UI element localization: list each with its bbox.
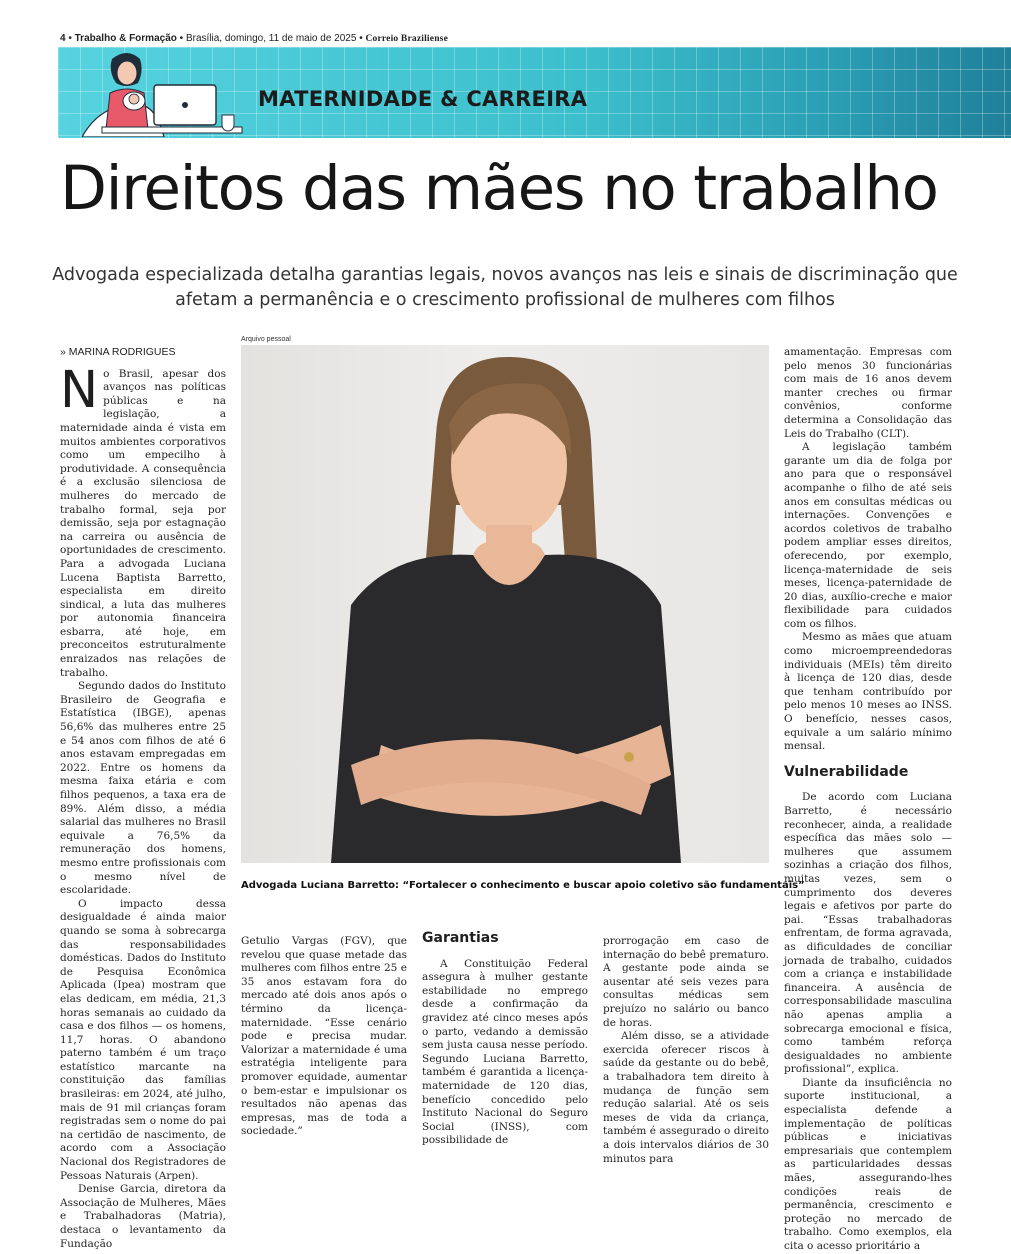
section-banner-title: MATERNIDADE & CARREIRA	[258, 87, 588, 111]
article-deck: Advogada especializada detalha garantias legais, novos avanços nas leis e sinais de discriminação que afetam a permanência e o crescimento profissional de mulheres com filhos	[52, 265, 958, 310]
page-header-line: 4 • Trabalho & Formação • Brasília, domingo, 11 de maio de 2025 • Correio Braziliense	[60, 33, 448, 44]
portrait-image	[241, 345, 769, 863]
subhead-garantias: Garantias	[422, 930, 499, 946]
paragraph: amamentação. Empresas com pelo menos 30 funcionárias com mais de 16 anos devem manter creches ou firmar convênios, conforme determina a Consolidação das Leis do Trabalho (CLT).	[784, 346, 952, 440]
paragraph: Getulio Vargas (FGV), que revelou que quase metade das mulheres com filhos entre 25 e 35 anos estavam fora do mercado até dois anos após o término da licença-maternidade. “Esse cenário pode e precisa mudar. Valorizar a maternidade é uma estratégia inteligente para promover equidade, aumentar o bem-estar e impulsionar os resultados não apenas das empresas, mas de toda a sociedade.”	[241, 935, 407, 1138]
paragraph: A legislação também garante um dia de folga por ano para que o responsável acompanhe o filho de até seis anos em consultas médicas ou internações. Convenções e acordos coletivos de trabalho podem ampliar esses direitos, oferecendo, por exemplo, licença-maternidade de seis meses, licença-paternidade de 20 dias, auxílio-creche e maior flexibilidade para cuidados com os filhos.	[784, 441, 952, 630]
section-name: Trabalho & Formação	[74, 33, 177, 44]
paragraph: Diante da insuficiência no suporte institucional, a especialista defende a implementação de políticas públicas e iniciativas empresariais que contemplem as particularidades dessas mães, assegurando-lhes condições reais de permanência, crescimento e proteção no mercado de trabalho. Como exemplos, ela cita o acesso prioritário a	[784, 1076, 952, 1252]
photo-caption: Advogada Luciana Barretto: “Fortalecer o conhecimento e buscar apoio coletivo são fundamentais”	[241, 880, 805, 891]
paragraph: Mesmo as mães que atuam como microempreendedoras individuais (MEIs) têm direito à licença de 120 dias, desde que tenham contribuído por pelo menos 10 meses ao INSS. O benefício, nesses casos, equivale a um salário mínimo mensal.	[784, 631, 952, 753]
mother-with-laptop-illustration	[82, 49, 262, 137]
paragraph: De acordo com Luciana Barretto, é necessário reconhecer, ainda, a realidade específica das mães solo — mulheres que assumem sozinhas a criação dos filhos, muitas vezes, sem o cumprimento dos deveres legais e afetivos por parte do pai. “Essas trabalhadoras enfrentam, de forma agravada, as dificuldades de conciliar jornada de trabalho, cuidados com a criança e instabilidade financeira. A ausência de corresponsabilidade masculina não apenas amplia a sobrecarga emocional e física, como também reforça desigualdades no ambiente profissional”, explica.	[784, 791, 952, 1076]
page-number: 4	[60, 33, 66, 44]
drop-cap: N	[60, 360, 99, 420]
newspaper-name: Correio Braziliense	[365, 34, 448, 44]
paragraph: o Brasil, apesar dos avanços nas políticas públicas e na legislação, a maternidade ainda é vista em muitos ambientes corporativos como um empecilho à produtividade. A consequência é a exclusão silenciosa de mulheres do mercado de trabalho formal, seja por demissão, seja por estagnação na carreira ou ausência de oportunidades de crescimento. Para a advogada Luciana Lucena Baptista Barretto, especialista em direito sindical, a luta das mulheres por autonomia financeira esbarra, até hoje, em preconceitos estruturalmente enraizados nas relações de trabalho.	[60, 367, 226, 679]
paragraph: Segundo dados do Instituto Brasileiro de Geografia e Estatística (IBGE), apenas 56,6% das mulheres entre 25 e 54 anos com filhos de até 6 anos estavam empregadas em 2022. Entre os homens da mesma faixa etária e com filhos pequenos, a taxa era de 89%. Além disso, a média salarial das mulheres no Brasil equivale a 76,5% da remuneração dos homens, mesmo entre profissionais com o mesmo nível de escolaridade.	[60, 680, 226, 897]
article-column-4	[603, 935, 769, 1166]
subhead-vulnerabilidade: Vulnerabilidade	[784, 763, 909, 780]
byline: » MARINA RODRIGUES	[60, 346, 176, 358]
paragraph: A Constituição Federal assegura à mulher gestante estabilidade no emprego desde a confirmação da gravidez até cinco meses após o parto, vedando a demissão sem justa causa nesse período. Segundo Luciana Barretto, também é garantida a licença-maternidade de 120 dias, benefício concedido pelo Instituto Nacional do Seguro Social (INSS), com possibilidade de	[422, 957, 588, 1147]
paragraph: Além disso, se a atividade exercida oferecer riscos à saúde da gestante ou do bebê, a trabalhadora tem direito à mudança de função sem redução salarial. Até os seis meses de vida da criança, também é assegurado o direito a dois intervalos diários de 30 minutos para	[603, 1030, 769, 1165]
article-column-1	[60, 346, 226, 1251]
article-headline: Direitos das mães no trabalho	[60, 153, 938, 224]
dateline: Brasília, domingo, 11 de maio de 2025	[185, 33, 357, 44]
article-column-3	[422, 922, 588, 1148]
article-column-5	[784, 346, 952, 1254]
paragraph: prorrogação em caso de internação do bebê prematuro. A gestante pode ainda se ausentar até seis vezes para consultas médicas sem prejuízo no salário ou banco de horas.	[603, 935, 769, 1029]
paragraph: Denise Garcia, diretora da Associação de Mulheres, Mães e Trabalhadoras (Matria), destaca o levantamento da Fundação	[60, 1183, 226, 1250]
article-photo	[241, 345, 769, 863]
photo-credit: Arquivo pessoal	[241, 336, 291, 343]
section-banner	[58, 47, 1011, 138]
article-column-2	[241, 935, 407, 1139]
paragraph: O impacto dessa desigualdade é ainda maior quando se soma à sobrecarga das responsabilidades domésticas. Dados do Instituto de Pesquisa Econômica Aplicada (Ipea) mostram que elas dedicam, em média, 21,3 horas semanais ao cuidado da casa e dos filhos — os homens, 11,7 horas. O abandono paterno também é um traço estatístico marcante na constituição das famílias brasileiras: em 2024, até julho, mais de 91 mil crianças foram registradas sem o nome do pai na certidão de nascimento, de acordo com a Associação Nacional dos Registradores de Pessoas Naturais (Arpen).	[60, 897, 226, 1182]
